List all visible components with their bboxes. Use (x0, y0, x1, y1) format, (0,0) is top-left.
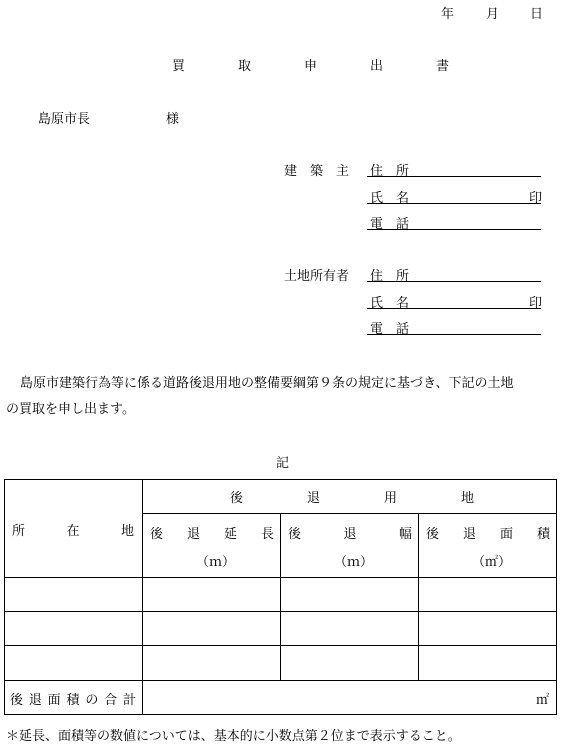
table-rule (142, 513, 557, 514)
ki-heading: 記 (276, 456, 290, 471)
cell-location-1[interactable] (5, 578, 142, 611)
cell-area-1[interactable] (419, 578, 556, 611)
table-border-bottom (4, 714, 557, 715)
cell-width-3[interactable] (281, 646, 418, 680)
cell-location-3[interactable] (5, 646, 142, 680)
applicant-phone-label: 電 話 (370, 217, 410, 232)
document-title: 買 取 申 出 書 (172, 59, 470, 74)
cell-length-2[interactable] (143, 612, 280, 645)
applicant-address-label: 住 所 (370, 164, 410, 179)
cell-area-3[interactable] (419, 646, 556, 680)
date-year: 年 (441, 7, 455, 22)
landowner-address-label: 住 所 (370, 269, 410, 284)
landowner-role-label: 土地所有者 (284, 269, 350, 284)
cell-area-2[interactable] (419, 612, 556, 645)
header-setback-area-unit: （㎡） (472, 555, 512, 570)
cell-width-1[interactable] (281, 578, 418, 611)
header-setback-width: 後 退 幅 (288, 527, 412, 542)
cell-length-3[interactable] (143, 646, 280, 680)
cell-length-1[interactable] (143, 578, 280, 611)
landowner-name-label: 氏 名 (370, 296, 410, 311)
table-border-right (556, 479, 557, 714)
date-day: 日 (530, 7, 544, 22)
landowner-phone-label: 電 話 (370, 322, 410, 337)
header-setback-land: 後 退 用 地 (230, 491, 474, 506)
addressee-honorific: 様 (166, 112, 180, 127)
cell-location-2[interactable] (5, 612, 142, 645)
total-area-label: 後 退 面 積 の 合 計 (10, 693, 136, 708)
landowner-seal-mark: 印 (529, 296, 543, 311)
footnote: ＊延長、面積等の数値については、基本的に小数点第２位まで表示すること。 (6, 729, 461, 744)
table-border-top (4, 479, 557, 480)
applicant-name-label: 氏 名 (370, 191, 410, 206)
date-month: 月 (486, 7, 500, 22)
applicant-seal-mark: 印 (529, 191, 543, 206)
header-setback-width-unit: （ｍ） (334, 555, 374, 570)
addressee-name: 島原市長 (38, 112, 91, 127)
header-location: 所 在 地 (12, 524, 134, 539)
cell-width-2[interactable] (281, 612, 418, 645)
total-area-value[interactable] (143, 681, 556, 714)
header-setback-length: 後 退 延 長 (150, 527, 274, 542)
body-text-line2: の買取を申し出ます。 (6, 402, 135, 417)
header-setback-length-unit: （ｍ） (196, 555, 236, 570)
total-area-unit: ㎡ (536, 693, 550, 708)
header-setback-area: 後 退 面 積 (426, 527, 550, 542)
applicant-role-label: 建 築 主 (284, 164, 350, 179)
body-text-line1: 島原市建築行為等に係る道路後退用地の整備要綱第９条の規定に基づき、下記の土地 (20, 376, 514, 391)
